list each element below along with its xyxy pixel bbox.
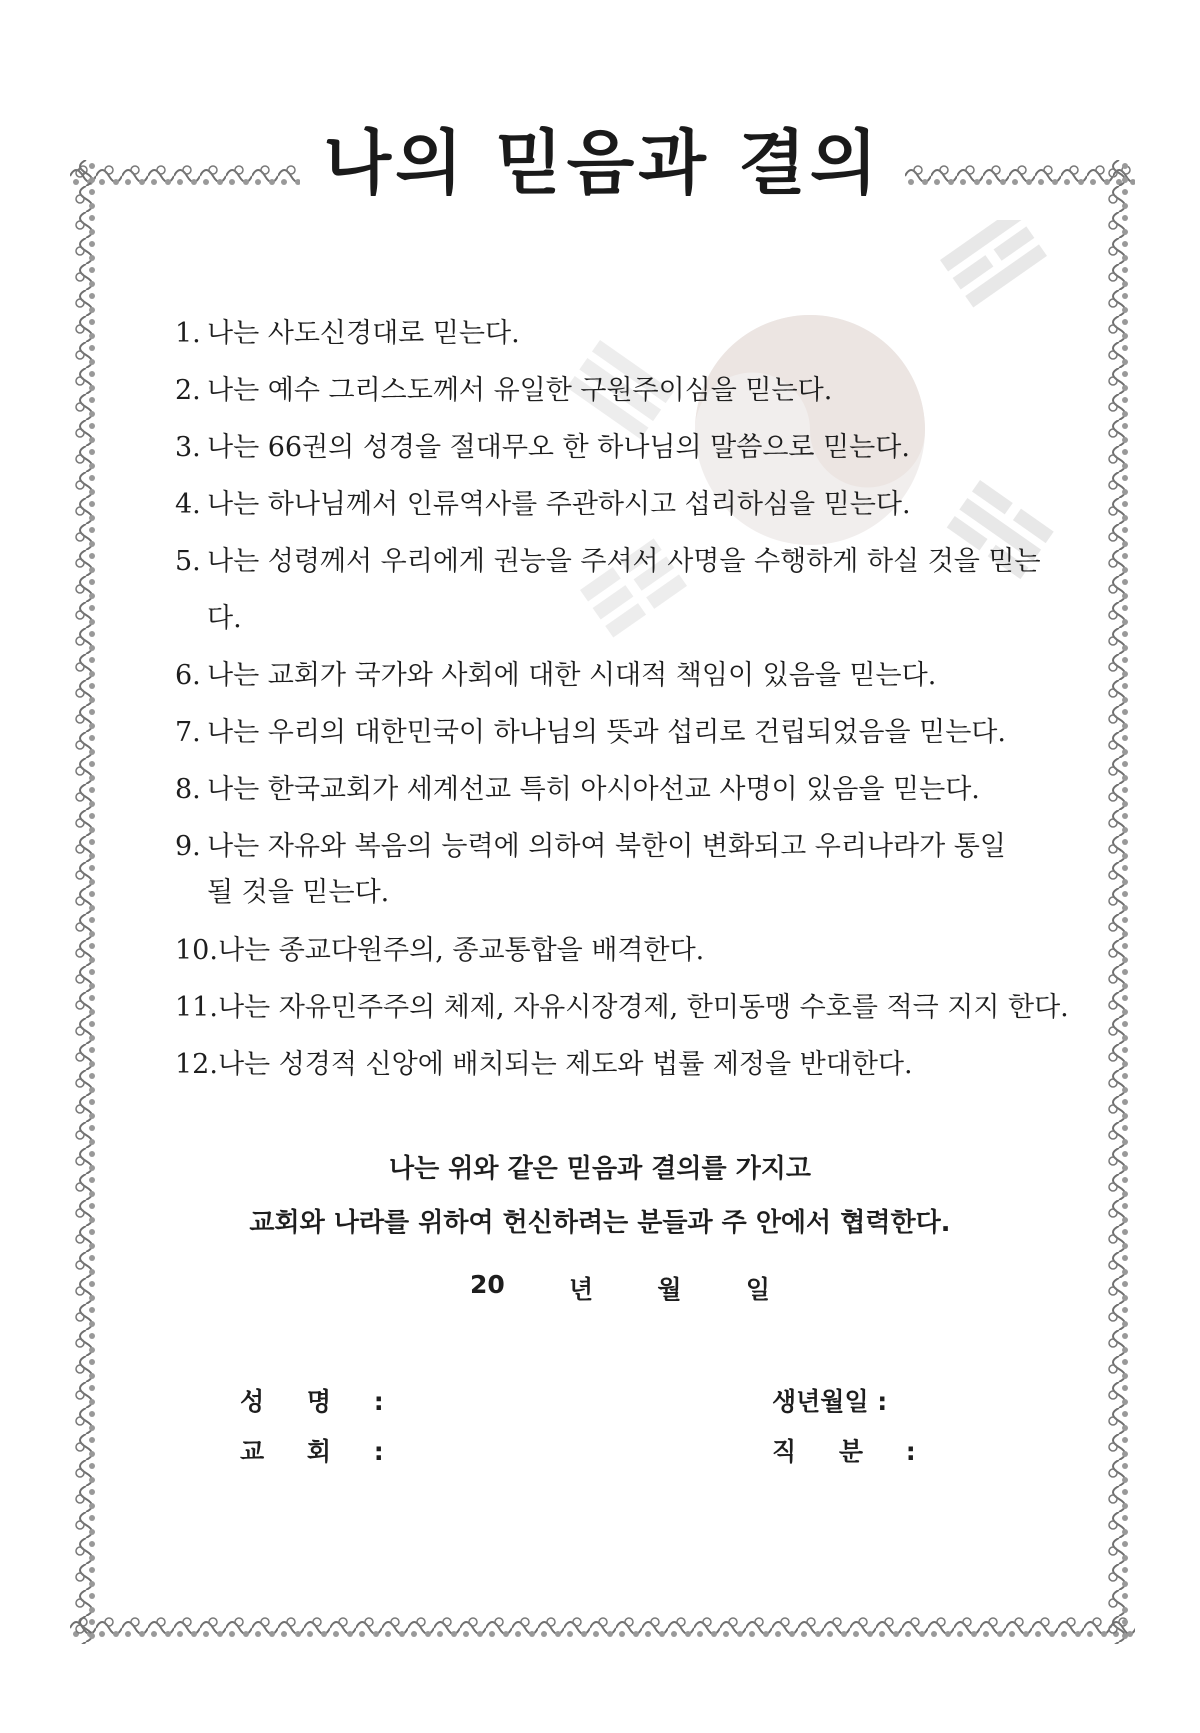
creed-item: [175, 922, 1075, 979]
item-text: 나는 성령께서 우리에게 권능을 주셔서 사명을 수행하게 하실 것을 믿는다.: [207, 546, 1041, 634]
item-number: 8.: [175, 774, 201, 805]
border-vine-left: [70, 160, 102, 1644]
item-text: 나는 하나님께서 인류역사를 주관하시고 섭리하심을 믿는다.: [207, 489, 911, 520]
border-vine-bottom: [70, 1612, 1135, 1644]
item-text: 나는 우리의 대한민국이 하나님의 뜻과 섭리로 건립되었음을 믿는다.: [207, 717, 1006, 748]
border-vine-top-right: [905, 160, 1135, 192]
item-number: 2.: [175, 375, 201, 406]
item-number: 11.: [175, 992, 218, 1023]
item-number: 12.: [175, 1049, 218, 1080]
item-number: 3.: [175, 432, 201, 463]
item-number: 4.: [175, 489, 201, 520]
item-text: 나는 66권의 성경을 절대무오 한 하나님의 말씀으로 믿는다.: [207, 432, 910, 463]
creed-item: [175, 1036, 1075, 1093]
creed-item: [175, 362, 1075, 419]
item-number: 6.: [175, 660, 201, 691]
item-text: 나는 자유민주주의 체제, 자유시장경제, 한미동맹 수호를 적극 지지 한다.: [217, 992, 1069, 1023]
item-text: 나는 교회가 국가와 사회에 대한 시대적 책임이 있음을 믿는다.: [207, 660, 937, 691]
item-number: 9.: [175, 831, 201, 862]
creed-item: [175, 979, 1075, 1036]
border-vine-top-left: [70, 160, 300, 192]
creed-item: [175, 818, 1075, 916]
item-text: 나는 예수 그리스도께서 유일한 구원주이심을 믿는다.: [207, 375, 833, 406]
date-line: [470, 1270, 770, 1306]
item-text: 나는 성경적 신앙에 배치되는 제도와 법률 제정을 반대한다.: [217, 1049, 913, 1080]
date-year-unit: 년: [569, 1275, 594, 1304]
creed-item: [175, 419, 1075, 476]
item-text: 나는 자유와 복음의 능력에 의하여 북한이 변화되고 우리나라가 통일 될 것을 믿는다.: [207, 831, 1006, 908]
creed-item: [175, 704, 1075, 761]
closing-line-1: 나는 위와 같은 믿음과 결의를 가지고: [389, 1154, 811, 1184]
name-label: 성 명 :: [240, 1387, 384, 1416]
creed-item: [175, 533, 1075, 647]
closing-statement: [150, 1142, 1050, 1250]
date-day-unit: 일: [745, 1275, 770, 1304]
date-year: 20: [470, 1270, 505, 1299]
creed-item: [175, 761, 1075, 818]
document-title: 나의 믿음과 결의: [323, 122, 882, 204]
border-vine-right: [1103, 160, 1135, 1644]
item-number: 5.: [175, 546, 201, 577]
creed-item: [175, 305, 1075, 362]
birthdate-label: 생년월일 :: [772, 1387, 888, 1416]
date-month-unit: 월: [657, 1275, 682, 1304]
church-label: 교 회 :: [240, 1437, 384, 1466]
item-number: 1.: [175, 318, 201, 349]
item-number: 7.: [175, 717, 201, 748]
item-number: 10.: [175, 935, 218, 966]
creed-list: [175, 305, 1075, 1093]
item-text: 나는 종교다원주의, 종교통합을 배격한다.: [217, 935, 705, 966]
creed-item: [175, 647, 1075, 704]
item-text: 나는 한국교회가 세계선교 특히 아시아선교 사명이 있음을 믿는다.: [207, 774, 980, 805]
closing-line-2: 교회와 나라를 위하여 헌신하려는 분들과 주 안에서 협력한다.: [249, 1208, 951, 1238]
creed-item: [175, 476, 1075, 533]
item-text: 나는 사도신경대로 믿는다.: [207, 318, 520, 349]
position-label: 직 분 :: [772, 1437, 916, 1466]
